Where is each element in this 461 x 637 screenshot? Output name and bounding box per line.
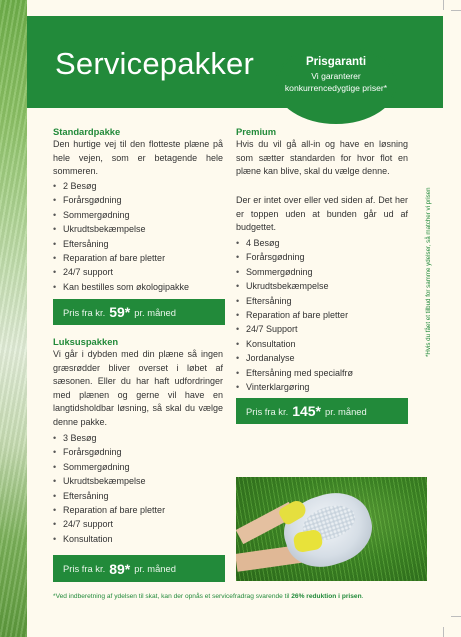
luksus-title: Luksuspakken [53, 336, 119, 347]
luksus-price-box [53, 555, 225, 582]
side-note: *Hvis du fået et tilbud for samme ydelser, så matcher vi prisen [425, 187, 432, 357]
list-item: • Sommergødning [53, 460, 165, 474]
list-item: • Forårsgødning [236, 250, 353, 264]
premium-list [236, 236, 353, 394]
price-prefix: Pris fra kr. [63, 563, 106, 574]
luksus-list [53, 431, 165, 546]
standard-description: Den hurtige vej til den flotteste plæne på hele vejen, som er betagende hele sommeren. [53, 139, 223, 177]
badge-text: Vi garanterer konkurrencedygtige priser* [284, 71, 388, 93]
list-item: • Eftersåning [236, 294, 353, 308]
premium-price-box [236, 398, 408, 424]
list-item: • Sommergødning [53, 208, 189, 222]
footnote-highlight: 26% reduktion i prisen [291, 593, 362, 600]
list-item: • 4 Besøg [236, 236, 353, 250]
crop-mark [443, 627, 444, 637]
list-item: • 2 Besøg [53, 179, 189, 193]
list-item: • Ukrudtsbekæmpelse [53, 222, 189, 236]
list-item: • Sommergødning [236, 265, 353, 279]
badge-title: Prisgaranti [305, 56, 367, 68]
standard-list [53, 179, 189, 294]
list-item: • 24/7 support [53, 265, 189, 279]
footnote-prefix: *Ved indberetning af ydelsen til skat, kan der opnås et servicefradrag svarende til [53, 593, 292, 600]
price-prefix: Pris fra kr. [63, 306, 106, 318]
list-item: • 24/7 support [53, 517, 165, 531]
list-item: • 24/7 Support [236, 322, 353, 336]
crop-mark [443, 0, 444, 10]
standard-title: Standardpakke [53, 126, 121, 137]
list-item: • Ukrudtsbekæmpelse [236, 279, 353, 293]
list-item: • Konsultation [53, 532, 165, 546]
luksus-description: Vi går i dybden med din plæne så ingen græsrødder bliver overset i løbet af sæsonen. Eller du har haft udfordringer med plænen og gerne vil have en langtidsholdbar løsning, så skal du vælge denne pakke. [53, 349, 223, 427]
page-title: Servicepakker [55, 46, 255, 81]
footnote [53, 593, 363, 600]
price-suffix: pr. måned [134, 563, 176, 574]
price-suffix: pr. måned [134, 306, 176, 318]
list-item: • Reparation af bare pletter [236, 308, 353, 322]
list-item: • Reparation af bare pletter [53, 503, 165, 517]
price-suffix: pr. måned [325, 405, 367, 417]
fertilizer-photo [236, 477, 427, 581]
grass-side-strip [0, 0, 27, 637]
premium-description-1: Hvis du vil gå all-in og have en løsning som sætter standarden for hvor flot en plæne kan blive, skal du vælge denne. [236, 139, 408, 177]
footnote-suffix: . [361, 593, 364, 600]
standard-price-box [53, 299, 225, 325]
price-value: 89* [109, 560, 131, 577]
list-item: • 3 Besøg [53, 431, 165, 445]
list-item: • Vinterklargøring [236, 380, 353, 394]
list-item: • Kan bestilles som økologipakke [53, 280, 189, 294]
crop-mark [451, 616, 461, 617]
price-prefix: Pris fra kr. [246, 405, 289, 417]
list-item: • Ukrudtsbekæmpelse [53, 474, 165, 488]
list-item: • Jordanalyse [236, 351, 353, 365]
list-item: • Eftersåning [53, 489, 165, 503]
premium-description-2: Der er intet over eller ved siden af. Det her er toppen uden at bunden går ud af budgettet. [236, 195, 408, 233]
price-value: 145* [292, 403, 322, 419]
list-item: • Forårsgødning [53, 445, 165, 459]
list-item: • Forårsgødning [53, 193, 189, 207]
price-value: 59* [109, 304, 131, 320]
crop-mark [451, 10, 461, 11]
premium-title: Premium [236, 126, 277, 137]
list-item: • Konsultation [236, 337, 353, 351]
list-item: • Eftersåning med specialfrø [236, 366, 353, 380]
list-item: • Reparation af bare pletter [53, 251, 189, 265]
list-item: • Eftersåning [53, 237, 189, 251]
